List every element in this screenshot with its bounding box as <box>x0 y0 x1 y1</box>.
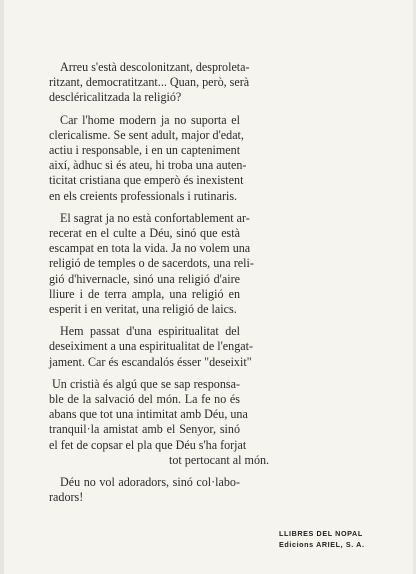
text-line: actiu i responsable, i en un capteniment <box>49 143 241 158</box>
text-line: jament. Car és escandalós ésser "deseixit" <box>49 354 252 369</box>
series-name: LLIBRES DEL NOPAL <box>279 529 363 538</box>
paragraph-5 <box>49 376 270 468</box>
text-line: ble de la salvació del món. La fe no és <box>49 392 240 407</box>
publisher-name: Edicions ARIEL, S. A. <box>279 540 365 549</box>
text-line: clericalisme. Se sent adult, major d'edat, <box>49 127 244 142</box>
text-line: ritzant, democratitzant... Quan, però, serà <box>49 75 250 90</box>
paragraph-3 <box>49 210 254 317</box>
paragraph-2 <box>49 112 247 204</box>
blurb-text <box>49 60 270 512</box>
text-line: ticitat cristiana que emperò és inexistent <box>49 173 244 188</box>
text-line: descléricalitzada la religió? <box>49 90 182 105</box>
text-line: el fet de copsar el pla que Déu s'ha forjat <box>49 437 247 452</box>
text-line: tot pertocant al món. <box>169 452 270 467</box>
paragraph-4 <box>49 324 254 370</box>
text-line: recerat en el culte a Déu, sinó que està <box>49 226 240 241</box>
text-line: així, àdhuc si és ateu, hi troba una auten- <box>49 158 247 173</box>
text-line: religió de temples o de sacerdots, una reli- <box>49 256 254 271</box>
paragraph-1 <box>49 60 250 106</box>
text-line: Hem passat d'una espiritualitat del <box>60 324 240 339</box>
text-line: Un cristià és algú que se sap responsa- <box>52 376 240 391</box>
text-line: radors! <box>49 490 84 505</box>
text-line: lliure i de terra ampla, una religió en <box>49 286 240 301</box>
page-left-edge <box>0 0 4 574</box>
text-line: esperit i en veritat, una religió de laics. <box>49 302 237 317</box>
text-line: deseiximent a una espiritualitat de l'engat- <box>49 339 254 354</box>
text-line: Arreu s'està descolonitzant, desproleta- <box>60 60 250 74</box>
text-line: gió d'hivernacle, sinó una religió d'aire <box>49 271 240 286</box>
text-line: El sagrat ja no està confortablement ar- <box>60 210 250 225</box>
publisher-imprint <box>279 528 365 550</box>
text-line: escampat en tota la vida. Ja no volem una <box>49 241 251 256</box>
text-line: en els creients professionals i rutinaris. <box>49 188 238 203</box>
text-line: Déu no vol adoradors, sinó col·labo- <box>60 475 240 490</box>
text-line: abans que tot una intimitat amb Déu, una <box>49 407 248 422</box>
text-line: tranquil·la amistat amb el Senyor, sinó <box>49 422 240 437</box>
paragraph-6 <box>49 475 240 505</box>
text-line: Car l'home modern ja no suporta el <box>60 112 240 127</box>
